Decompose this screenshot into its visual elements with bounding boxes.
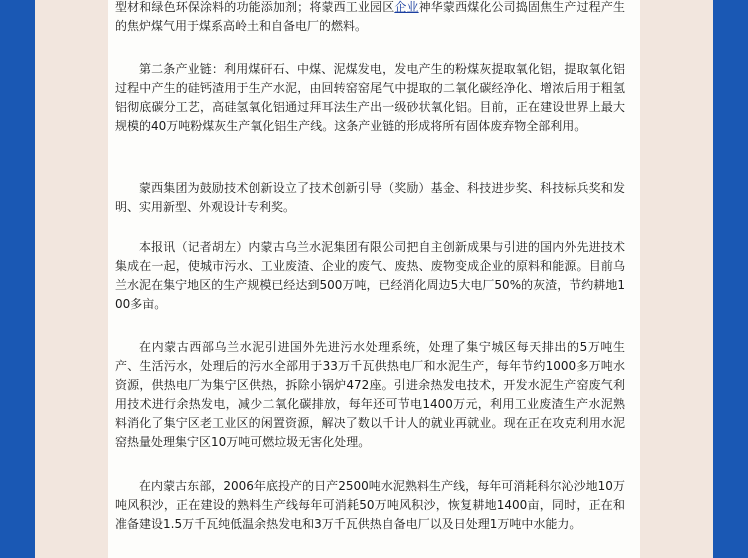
right-margin [640, 0, 713, 558]
paragraph-3: 蒙西集团为鼓励技术创新设立了技术创新引导（奖励）基金、科技进步奖、科技标兵奖和发明、实用新型、外观设计专利奖。 [115, 181, 625, 214]
left-frame-bar [0, 0, 35, 558]
paragraph-6: 在内蒙古东部，2006年底投产的日产2500吨水泥熟料生产线，每年可消耗科尔沁沙地10万吨风积沙，正在建设的熟料生产线每年可消耗50万吨风积沙，恢复耕地1400亩，同时，正在和准备建设1.5万千瓦纯低温余热发电和3万千瓦供热自备电厂以及日处理1万吨中水能力。 [115, 479, 625, 531]
right-frame-bar [713, 0, 748, 558]
left-margin [35, 0, 108, 558]
paragraph-4: 本报讯（记者胡左）内蒙古乌兰水泥集团有限公司把自主创新成果与引进的国内外先进技术集成在一起，使城市污水、工业废渣、企业的废气、废热、废物变成企业的原料和能源。目前乌兰水泥在集宁地区的生产规模已经达到500万吨，已经消化周边5大电厂50%的灰渣，节约耕地100多亩。 [115, 240, 625, 311]
paragraph-5: 在内蒙古西部乌兰水泥引进国外先进污水处理系统，处理了集宁城区每天排出的5万吨生产、生活污水，处理后的污水全部用于33万千瓦供热电厂和水泥生产，每年节约1000多万吨水资源，供热电厂为集宁区供热，拆除小锅炉472座。引进余热发电技术，开发水泥生产窑废气利用技术进行余热发电，减少二氧化碳排放，每年还可节电1400万元，利用工业废渣生产水泥熟料消化了集宁区老工业区的闲置资源，解决了数以千计人的就业再就业。现在正在攻克利用水泥窑热量处理集宁区10万吨可燃垃圾无害化处理。 [115, 340, 625, 449]
paragraph-1-text-end: 神华蒙西煤化公司捣固焦生产过程产生的焦炉煤气用于煤系高岭土和自备电厂的燃料。 [115, 0, 625, 33]
paragraph-1-text-start: 型材和绿色环保涂料的功能添加剂；将蒙西工业园区 [115, 0, 395, 14]
enterprise-link[interactable]: 企业 [394, 0, 419, 14]
paragraph-2: 第二条产业链：利用煤矸石、中煤、泥煤发电，发电产生的粉煤灰提取氧化铝，提取氧化铝过程中产生的硅钙渣用于生产水泥，由回转窑窑尾气中提取的二氧化碳经净化、增浓后用于粗氢铝彻底碳分工艺，高硅氢氧化铝通过拜耳法生产出一级砂状氧化铝。目前，正在建设世界上最大规模的40万吨粉煤灰生产氧化铝生产线。这条产业链的形成将所有固体废弃物全部利用。 [115, 62, 625, 133]
paragraph-1 [115, 0, 625, 36]
article-body [108, 0, 640, 558]
